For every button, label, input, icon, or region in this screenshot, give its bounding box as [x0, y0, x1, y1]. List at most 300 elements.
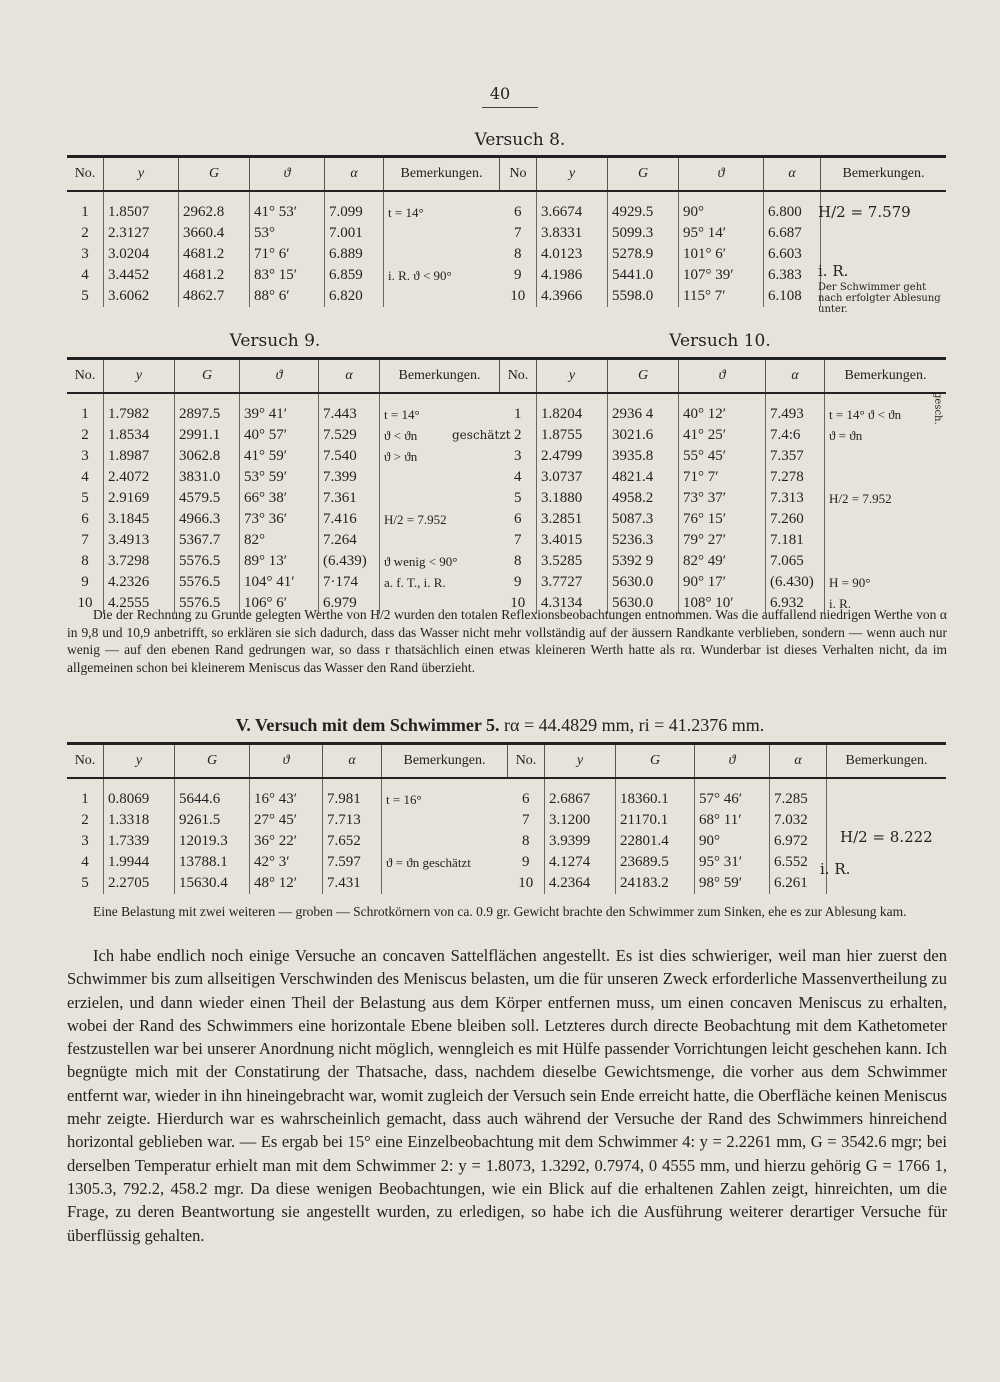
table-cell: 73° 37′	[679, 488, 766, 509]
v9-remark-geschaetzt: geschätzt	[452, 428, 511, 442]
table-cell: 1.3318	[104, 810, 175, 831]
v11-remark-ir: i. R.	[820, 860, 851, 878]
table-cell: 9	[81, 574, 89, 590]
col-header: No	[500, 157, 537, 192]
section-v-heading-values: rα = 44.4829 mm, ri = 41.2376 mm.	[504, 715, 765, 735]
table-cell: 107° 39′	[679, 265, 764, 286]
spacer-row	[500, 393, 947, 404]
table-row	[508, 873, 947, 894]
table-cell: 7.493	[766, 404, 825, 425]
versuch-8-left-table	[67, 155, 499, 307]
table-cell: 3935.8	[608, 446, 679, 467]
table-cell: 4862.7	[179, 286, 250, 307]
table-cell: H/2 = 7.952	[825, 488, 947, 509]
table-row	[67, 446, 499, 467]
table-cell	[384, 286, 500, 307]
table-cell: 3	[514, 448, 522, 464]
table-cell: 4.2326	[104, 572, 175, 593]
table-cell	[825, 509, 947, 530]
section-v-heading-title: V. Versuch mit dem Schwimmer 5.	[235, 715, 500, 735]
table-cell: i. R.	[825, 593, 947, 614]
spacer-cell	[608, 191, 679, 202]
table-cell	[382, 873, 508, 894]
table-cell: 4681.2	[179, 244, 250, 265]
table-cell: 40° 57′	[240, 425, 319, 446]
table-cell: 2991.1	[175, 425, 240, 446]
table-row	[508, 789, 947, 810]
table-row	[500, 572, 947, 593]
spacer-cell	[325, 191, 384, 202]
table-row	[67, 404, 499, 425]
table-cell: 2936 4	[608, 404, 679, 425]
table-cell: 0.8069	[104, 789, 175, 810]
table-cell: 5	[81, 875, 89, 891]
table-cell: 6.979	[319, 593, 380, 614]
spacer-cell	[240, 393, 319, 404]
table-cell: 2962.8	[179, 202, 250, 223]
table-cell: 2.4072	[104, 467, 175, 488]
col-header: Bemerkungen.	[384, 157, 500, 192]
table-cell: 10	[510, 595, 526, 611]
col-header: y	[104, 744, 175, 779]
table-cell: 1	[81, 406, 89, 422]
table-cell: 16° 43′	[250, 789, 323, 810]
table-cell: 5441.0	[608, 265, 679, 286]
table-cell: 1.8204	[537, 404, 608, 425]
section-v-heading	[0, 715, 1000, 736]
table-row	[500, 488, 947, 509]
col-header: Bemerkungen.	[827, 744, 947, 779]
table-cell: 7.529	[319, 425, 380, 446]
table-header-row	[500, 359, 947, 394]
col-header: G	[616, 744, 695, 779]
table-cell: 7.065	[766, 551, 825, 572]
col-header: ϑ	[240, 359, 319, 394]
table-cell: 90° 17′	[679, 572, 766, 593]
table-cell: 4.0123	[537, 244, 608, 265]
table-cell	[827, 789, 947, 810]
table-cell: 10	[518, 875, 534, 891]
table-cell: 6.261	[770, 873, 827, 894]
versuch-9-title: Versuch 9.	[229, 331, 321, 351]
spacer-cell	[104, 191, 179, 202]
table-cell: 7.540	[319, 446, 380, 467]
versuch-10-title: Versuch 10.	[669, 331, 771, 351]
table-row	[67, 810, 507, 831]
table-cell: 3021.6	[608, 425, 679, 446]
table-cell: 7.361	[319, 488, 380, 509]
table-cell: 7.981	[323, 789, 382, 810]
table-cell: 2	[514, 427, 522, 443]
table-cell: 4	[514, 469, 522, 485]
table-cell: 82° 49′	[679, 551, 766, 572]
table-cell: 7.597	[323, 852, 382, 873]
versuch-v-left-table	[67, 742, 507, 894]
table-cell: 76° 15′	[679, 509, 766, 530]
table-cell: 9	[514, 267, 522, 283]
table-cell: 3.1880	[537, 488, 608, 509]
spacer-cell	[764, 191, 821, 202]
v10-remark-gesch: gesch.	[932, 392, 943, 425]
table-cell: 3062.8	[175, 446, 240, 467]
v11-remark-h: H/2 = 8.222	[840, 828, 933, 846]
col-header: α	[325, 157, 384, 192]
table-cell: 7	[522, 812, 530, 828]
table-cell: 5576.5	[175, 551, 240, 572]
table-cell: 4579.5	[175, 488, 240, 509]
table-cell: 6.603	[764, 244, 821, 265]
table-cell: 3.0204	[104, 244, 179, 265]
table-cell: 1.7982	[104, 404, 175, 425]
table-row	[67, 789, 507, 810]
table-cell: 7.713	[323, 810, 382, 831]
table-row	[67, 286, 499, 307]
table-cell: 53°	[250, 223, 325, 244]
table-cell: 7.260	[766, 509, 825, 530]
table-cell: 23689.5	[616, 852, 695, 873]
table-cell: 5	[81, 288, 89, 304]
table-header-row	[500, 157, 947, 192]
spacer-cell	[679, 191, 764, 202]
table-cell: 1	[514, 406, 522, 422]
table-cell: 7.264	[319, 530, 380, 551]
table-cell: H/2 = 7.952	[380, 509, 500, 530]
col-header: α	[770, 744, 827, 779]
table-cell: 1.8755	[537, 425, 608, 446]
col-header: α	[319, 359, 380, 394]
spacer-cell	[500, 191, 537, 202]
table-cell: 3.1845	[104, 509, 175, 530]
table-cell: 3.0737	[537, 467, 608, 488]
table-row	[500, 244, 947, 265]
table-cell: 42° 3′	[250, 852, 323, 873]
table-cell: 48° 12′	[250, 873, 323, 894]
table-cell: 83° 15′	[250, 265, 325, 286]
table-cell: 3.7298	[104, 551, 175, 572]
table-cell: 7.652	[323, 831, 382, 852]
table-cell: 88° 6′	[250, 286, 325, 307]
versuch-10-table	[499, 357, 946, 614]
spacer-cell	[825, 393, 947, 404]
table-cell: 7	[81, 532, 89, 548]
table-cell: 4.2555	[104, 593, 175, 614]
table-cell: 4.2364	[545, 873, 616, 894]
spacer-cell	[175, 778, 250, 789]
col-header: y	[537, 359, 608, 394]
table-cell: 7.313	[766, 488, 825, 509]
table-cell: 2.2705	[104, 873, 175, 894]
table-cell: 3.9399	[545, 831, 616, 852]
table-cell: 6.859	[325, 265, 384, 286]
footnote-belastung	[67, 903, 947, 921]
table-header-row	[67, 359, 499, 394]
table-cell: 2.4799	[537, 446, 608, 467]
body-paragraph	[67, 944, 947, 1247]
table-cell: 7.181	[766, 530, 825, 551]
spacer-cell	[770, 778, 827, 789]
col-header: G	[608, 157, 679, 192]
table-cell: t = 14°	[380, 404, 500, 425]
table-cell: 21170.1	[616, 810, 695, 831]
table-cell: 2	[81, 812, 89, 828]
table-cell: 115° 7′	[679, 286, 764, 307]
footnote-text: Die der Rechnung zu Grunde gelegten Werthe von H/2 wurden den totalen Reflexionsbeobachtungen entnommen. Was die auffallend niedrigen Werthe von α in 9,8 und 10,9 anbetrifft, so erklären sie sich dadurch, dass das Wasser nicht mehr vollständig auf der äussern Randkante verblieben, sondern — wenn auch nur wenig — auf den ebenen Rand gedrungen war, so dass r thatsächlich einen etwas kleineren Werth hatte als rα. Wunderbar ist dieses Verhalten nicht, da im allgemeinen schon bei kleinerem Meniscus das Wasser den Rand überzieht.	[67, 607, 947, 675]
table-cell: 2.9169	[104, 488, 175, 509]
table-cell: 1.8507	[104, 202, 179, 223]
spacer-cell	[616, 778, 695, 789]
spacer-cell	[500, 393, 537, 404]
table-cell: 5	[514, 490, 522, 506]
page-number-rule	[482, 107, 538, 108]
footnote-reflexion	[67, 606, 947, 676]
spacer-cell	[608, 393, 679, 404]
table-cell: H = 90°	[825, 572, 947, 593]
table-cell: 7·174	[319, 572, 380, 593]
spacer-cell	[380, 393, 500, 404]
table-row	[67, 202, 499, 223]
table-cell	[382, 810, 508, 831]
table-cell: 5236.3	[608, 530, 679, 551]
col-header: Bemerkungen.	[382, 744, 508, 779]
spacer-cell	[175, 393, 240, 404]
table-cell: 39° 41′	[240, 404, 319, 425]
table-cell: 4681.2	[179, 265, 250, 286]
page-number: 40	[489, 84, 511, 103]
table-cell: 4966.3	[175, 509, 240, 530]
table-row	[67, 244, 499, 265]
table-cell: 24183.2	[616, 873, 695, 894]
table-cell: 40° 12′	[679, 404, 766, 425]
spacer-cell	[323, 778, 382, 789]
table-cell: 3.6062	[104, 286, 179, 307]
table-cell: 1.8987	[104, 446, 175, 467]
table-cell: 55° 45′	[679, 446, 766, 467]
table-cell: 101° 6′	[679, 244, 764, 265]
table-cell: 6.687	[764, 223, 821, 244]
table-cell: 41° 59′	[240, 446, 319, 467]
table-cell: 5644.6	[175, 789, 250, 810]
table-row	[67, 852, 507, 873]
table-cell: 9	[514, 574, 522, 590]
table-row	[67, 425, 499, 446]
col-header: G	[608, 359, 679, 394]
col-header: y	[545, 744, 616, 779]
table-cell: t = 14°	[384, 202, 500, 223]
spacer-cell	[384, 191, 500, 202]
table-cell: t = 14° ϑ < ϑn	[825, 404, 947, 425]
table-cell	[384, 223, 500, 244]
table-cell: 5367.7	[175, 530, 240, 551]
spacer-row	[500, 191, 947, 202]
table-cell	[380, 467, 500, 488]
table-cell: 6.383	[764, 265, 821, 286]
col-header: G	[179, 157, 250, 192]
table-cell: 8	[514, 553, 522, 569]
table-row	[508, 852, 947, 873]
table-cell: 3.4913	[104, 530, 175, 551]
table-cell: ϑ < ϑn	[380, 425, 500, 446]
table-cell: 4929.5	[608, 202, 679, 223]
table-cell	[821, 223, 947, 244]
versuch-v-right-table	[507, 742, 946, 894]
table-cell: 5630.0	[608, 593, 679, 614]
table-cell: 4821.4	[608, 467, 679, 488]
spacer-cell	[67, 191, 104, 202]
table-cell: 41° 25′	[679, 425, 766, 446]
table-cell: 6.932	[766, 593, 825, 614]
table-cell: 3	[81, 448, 89, 464]
spacer-cell	[250, 191, 325, 202]
table-cell: 7.443	[319, 404, 380, 425]
spacer-cell	[67, 393, 104, 404]
table-cell: 22801.4	[616, 831, 695, 852]
table-cell: 3.2851	[537, 509, 608, 530]
table-cell: 8	[81, 553, 89, 569]
table-cell: 5087.3	[608, 509, 679, 530]
table-cell: 3660.4	[179, 223, 250, 244]
col-header: No.	[67, 359, 104, 394]
table-cell: 41° 53′	[250, 202, 325, 223]
table-cell: 7	[514, 225, 522, 241]
table-cell: 3.7727	[537, 572, 608, 593]
table-row	[500, 446, 947, 467]
table-cell: 5392 9	[608, 551, 679, 572]
table-cell: 7.431	[323, 873, 382, 894]
table-cell: 4	[81, 267, 89, 283]
table-cell: 1.9944	[104, 852, 175, 873]
table-cell: 73° 36′	[240, 509, 319, 530]
table-cell: 7.4:6	[766, 425, 825, 446]
table-cell: 5630.0	[608, 572, 679, 593]
table-cell: 10	[77, 595, 93, 611]
table-row	[500, 509, 947, 530]
table-header-row	[67, 157, 499, 192]
table-cell: (6.439)	[319, 551, 380, 572]
table-cell: 6.552	[770, 852, 827, 873]
table-cell: 57° 46′	[695, 789, 770, 810]
table-cell: 4	[81, 854, 89, 870]
table-row	[500, 551, 947, 572]
table-cell: 5278.9	[608, 244, 679, 265]
col-header: G	[175, 744, 250, 779]
footnote-text: Eine Belastung mit zwei weiteren — groben — Schrotkörnern von ca. 0.9 gr. Gewicht brachte den Schwimmer zum Sinken, ehe es zur Ablesung kam.	[93, 904, 907, 919]
table-cell: 6	[514, 511, 522, 527]
col-header: No.	[508, 744, 545, 779]
table-cell: 1	[81, 791, 89, 807]
table-cell: 71° 7′	[679, 467, 766, 488]
versuch-8-title: Versuch 8.	[474, 130, 566, 150]
table-cell: (6.430)	[766, 572, 825, 593]
table-cell: ϑ wenig < 90°	[380, 551, 500, 572]
col-header: y	[104, 359, 175, 394]
table-cell: 3	[81, 246, 89, 262]
col-header: ϑ	[250, 744, 323, 779]
table-cell: 98° 59′	[695, 873, 770, 894]
table-cell: 3.8331	[537, 223, 608, 244]
col-header: G	[175, 359, 240, 394]
table-row	[67, 551, 499, 572]
table-row	[67, 572, 499, 593]
table-cell: 12019.3	[175, 831, 250, 852]
table-cell: 27° 45′	[250, 810, 323, 831]
table-cell	[825, 551, 947, 572]
table-cell: i. R. ϑ < 90°	[384, 265, 500, 286]
table-row	[67, 223, 499, 244]
table-cell: 10	[510, 288, 526, 304]
table-cell: 95° 14′	[679, 223, 764, 244]
table-cell: 71° 6′	[250, 244, 325, 265]
col-header: α	[323, 744, 382, 779]
table-cell: 1.7339	[104, 831, 175, 852]
col-header: ϑ	[679, 359, 766, 394]
table-header-row	[508, 744, 947, 779]
table-cell: 5598.0	[608, 286, 679, 307]
table-row	[67, 509, 499, 530]
table-cell	[825, 467, 947, 488]
table-cell: 6	[522, 791, 530, 807]
spacer-cell	[545, 778, 616, 789]
table-cell: 1	[81, 204, 89, 220]
table-cell: 90°	[695, 831, 770, 852]
col-header: Bemerkungen.	[825, 359, 947, 394]
col-header: No.	[500, 359, 537, 394]
table-cell: 7.399	[319, 467, 380, 488]
table-cell: 4.1986	[537, 265, 608, 286]
table-cell: 5576.5	[175, 593, 240, 614]
table-cell: 6.972	[770, 831, 827, 852]
table-cell: a. f. T., i. R.	[380, 572, 500, 593]
table-cell: 6.800	[764, 202, 821, 223]
table-cell: 106° 6′	[240, 593, 319, 614]
table-cell: 3.5285	[537, 551, 608, 572]
table-cell	[382, 831, 508, 852]
spacer-cell	[250, 778, 323, 789]
col-header: ϑ	[679, 157, 764, 192]
table-cell: 108° 10′	[679, 593, 766, 614]
spacer-cell	[827, 778, 947, 789]
table-cell: 9	[522, 854, 530, 870]
table-cell: ϑ = ϑn geschätzt	[382, 852, 508, 873]
table-cell: 36° 22′	[250, 831, 323, 852]
table-cell: 3.6674	[537, 202, 608, 223]
table-cell: 53° 59′	[240, 467, 319, 488]
table-row	[67, 488, 499, 509]
spacer-cell	[537, 393, 608, 404]
col-header: y	[537, 157, 608, 192]
spacer-cell	[104, 393, 175, 404]
table-cell: 4.3966	[537, 286, 608, 307]
table-row	[67, 467, 499, 488]
table-cell: 2.3127	[104, 223, 179, 244]
table-row	[500, 223, 947, 244]
table-cell: 104° 41′	[240, 572, 319, 593]
spacer-cell	[821, 191, 947, 202]
spacer-row	[67, 393, 499, 404]
table-cell: 68° 11′	[695, 810, 770, 831]
table-cell: 7.357	[766, 446, 825, 467]
col-header: Bemerkungen.	[821, 157, 947, 192]
table-cell: 2897.5	[175, 404, 240, 425]
col-header: No.	[67, 744, 104, 779]
table-cell: 6	[81, 511, 89, 527]
table-cell: 82°	[240, 530, 319, 551]
table-cell: 7.099	[325, 202, 384, 223]
table-cell: 1.8534	[104, 425, 175, 446]
table-cell: 7.001	[325, 223, 384, 244]
table-cell: 5099.3	[608, 223, 679, 244]
spacer-cell	[766, 393, 825, 404]
table-cell: 6.108	[764, 286, 821, 307]
